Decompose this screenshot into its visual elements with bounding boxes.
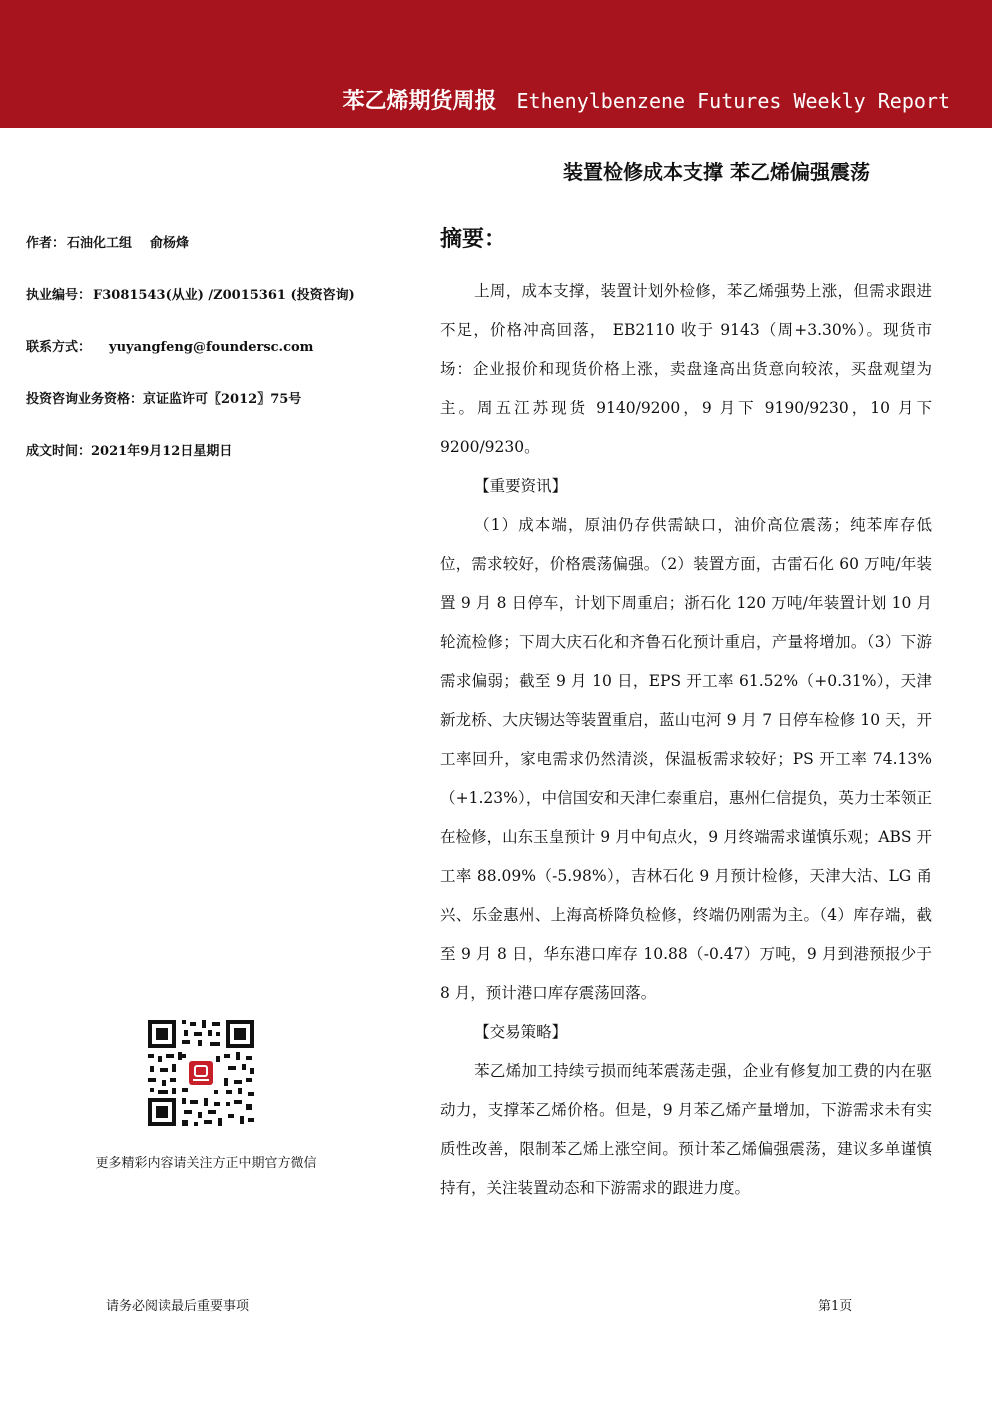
- author-label: 作者：: [26, 236, 66, 251]
- author-info: [26, 232, 406, 492]
- summary-paragraph-strategy: 苯乙烯加工持续亏损而纯苯震荡走强，企业有修复加工费的内在驱动力，支撑苯乙烯价格。但是，9 月苯乙烯产量增加，下游需求未有实质性改善，限制苯乙烯上涨空间。预计苯乙烯偏强震荡，建议多单谨慎持有，关注装置动态和下游需求的跟进力度。: [440, 1062, 932, 1197]
- report-title-cn: 苯乙烯期货周报: [342, 89, 497, 114]
- qr-caption: 更多精彩内容请关注方正中期官方微信: [95, 1156, 317, 1171]
- license-row: [26, 284, 406, 336]
- page-number: 第1页: [818, 1299, 853, 1314]
- author-name: 俞杨烽: [150, 236, 190, 251]
- qualification-value: 京证监许可〖2012〗75号: [143, 392, 302, 407]
- section-heading-news: 【重要资讯】: [474, 477, 568, 495]
- author-group: 石油化工组: [67, 236, 133, 251]
- qualification-label: 投资咨询业务资格：: [26, 392, 144, 407]
- summary-paragraph-market: 上周，成本支撑，装置计划外检修，苯乙烯强势上涨，但需求跟进不足，价格冲高回落， EB2110 收于 9143（周+3.30%）。现货市场：企业报价和现货价格上涨，卖盘逢高出货意向较浓，买盘观望为主。周五江苏现货 9140/9200，9 月下 9190/9230，10 月下 9200/9230。: [440, 282, 932, 456]
- license-value: F3081543(从业) /Z0015361 (投资咨询): [93, 288, 355, 303]
- contact-label: 联系方式：: [26, 340, 92, 355]
- report-title: [343, 84, 951, 115]
- headline: 装置检修成本支撑 苯乙烯偏强震荡: [563, 160, 870, 184]
- qualification-row: [26, 388, 406, 440]
- date-row: [26, 440, 406, 492]
- contact-row: [26, 336, 406, 388]
- section-heading-strategy: 【交易策略】: [474, 1023, 568, 1041]
- author-row: [26, 232, 406, 284]
- summary-title: 摘要：: [440, 226, 507, 252]
- header-banner: [0, 0, 992, 128]
- footer-notice: 请务必阅读最后重要事项: [106, 1299, 250, 1314]
- contact-email[interactable]: yuyangfeng@foundersc.com: [109, 340, 314, 355]
- report-title-en: Ethenylbenzene Futures Weekly Report: [516, 89, 950, 113]
- date-value: 2021年9月12日星期日: [91, 444, 233, 459]
- summary-body: [440, 272, 932, 1208]
- summary-paragraph-news: （1）成本端，原油仍存供需缺口，油价高位震荡；纯苯库存低位，需求较好，价格震荡偏强。（2）装置方面，古雷石化 60 万吨/年装置 9 月 8 日停车，计划下周重启；浙石化 120 万吨/年装置计划 10 月轮流检修；下周大庆石化和齐鲁石化预计重启，产量将增加。（3）下游需求偏弱；截至 9 月 10 日，EPS 开工率 61.52%（+0.31%），天津新龙桥、大庆锡达等装置重启，蓝山屯河 9 月 7 日停车检修 10 天，开工率回升，家电需求仍然清淡，保温板需求较好；PS 开工率 74.13%（+1.23%），中信国安和天津仁泰重启，惠州仁信提负，英力士苯领正在检修，山东玉皇预计 9 月中旬点火，9 月终端需求谨慎乐观；ABS 开工率 88.09%（-5.98%），吉林石化 9 月预计检修，天津大沽、LG 甬兴、乐金惠州、上海高桥降负检修，终端仍刚需为主。（4）库存端，截至 9 月 8 日，华东港口库存 10.88（-0.47）万吨，9 月到港预报少于 8 月，预计港口库存震荡回落。: [440, 516, 932, 1002]
- qr-code-icon: [146, 1018, 256, 1128]
- date-label: 成文时间：: [26, 444, 92, 459]
- license-label: 执业编号：: [26, 288, 92, 303]
